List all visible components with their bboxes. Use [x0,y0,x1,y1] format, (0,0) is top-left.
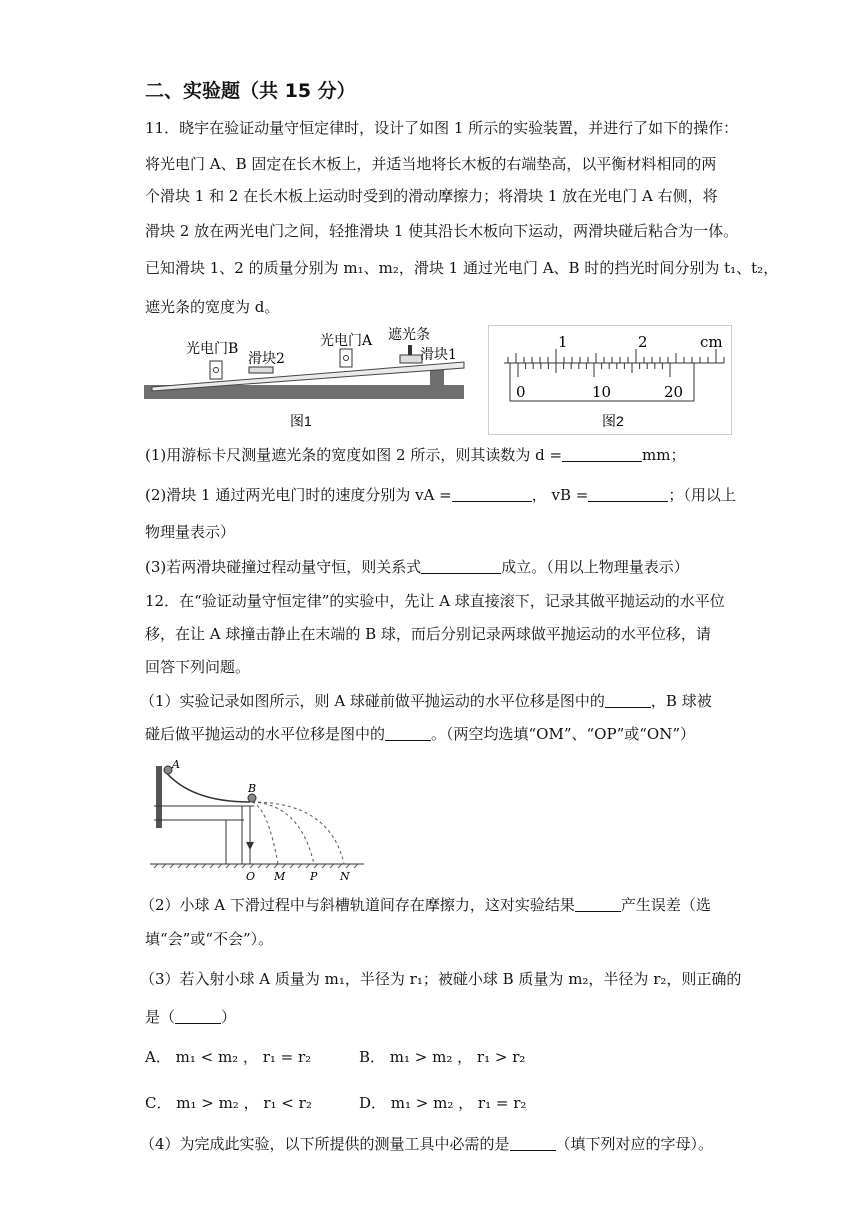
q11-part2-end: ；（用以上 [668,486,736,504]
hatch-line [170,864,174,868]
figure-1-incline [144,325,466,435]
q11-line-4: 滑块 2 放在两光电门之间，轻推滑块 1 使其沿长木板向下运动，两滑块碰后粘合为一体。 [145,222,739,240]
q11-part1-unit: mm； [642,446,686,464]
fig1-slider-2-label: 滑块2 [248,351,285,367]
q11-part3-end: 成立。（用以上物理量表示） [501,558,689,576]
hatch-line [258,864,262,868]
q12-sub3-text-c: ） [221,1008,237,1026]
hatch-line [162,864,166,868]
q12-sub3-text-b: 是（ [145,1008,176,1026]
shade-strip-shape [408,345,412,355]
main-label-1: 1 [558,333,568,351]
fig1-caption: 图1 [290,413,312,429]
q11-part1-blank [562,447,642,462]
vernier-label-0: 0 [516,383,526,401]
figure-projectile [150,758,366,882]
q12-sub1-text-d: 。（两空均选填“OM”、“OP”或“ON”） [431,725,695,743]
hatch-line [186,864,190,868]
q12-sub2-line2: 填“会”或“不会”）。 [145,930,274,948]
hatch-line [194,864,198,868]
q12-line-2: 移，在让 A 球撞击静止在末端的 B 球，而后分别记录两球做平抛运动的水平位移，请 [145,625,711,643]
hatch-line [218,864,222,868]
q11-line-1: 11．晓宇在验证动量守恒定律时，设计了如图 1 所示的实验装置，并进行了如下的操作： [145,119,739,137]
q12-sub4 [140,1134,713,1154]
q12-line-1: 12．在“验证动量守恒定律”的实验中，先让 A 球直接滚下，记录其做平抛运动的水平位 [145,592,725,610]
slider-1-shape [400,355,422,363]
q11-part2-blank-a [452,487,532,502]
plumb-arrow [246,842,254,850]
path-n [252,802,344,864]
hatch-line [202,864,206,868]
main-label-cm: cm [700,333,723,351]
ball-a [164,766,172,774]
q11-part3-blank [421,559,501,574]
q12-sub1-text-c: 碰后做平抛运动的水平位移是图中的 [145,725,386,743]
q11-part2-line2: 物理量表示） [145,523,236,541]
main-label-2: 2 [638,333,648,351]
q12-sub2-text-b: 产生误差（选 [620,896,711,914]
q11-part1 [145,445,686,465]
q11-line-3: 个滑块 1 和 2 在长木板上运动时受到的滑动摩擦力；将滑块 1 放在光电门 A 右侧，将 [145,187,718,205]
fig2-caption: 图2 [602,413,624,429]
q11-part2-mid: ， vB = [531,486,589,504]
label-m: M [274,870,286,882]
hatch-line [154,864,158,868]
hatch-line [298,864,302,868]
gate-b-shape [210,361,222,379]
q12-sub3-line1: （3）若入射小球 A 质量为 m₁，半径为 r₁；被碰小球 B 质量为 m₂，半径为 r₂，则正确的 [140,970,742,988]
fig1-gate-a-label: 光电门A [320,333,373,349]
option-c: C． m₁ > m₂ ， r₁ < r₂ [145,1094,312,1112]
hatch-line [346,864,350,868]
q12-sub4-text-a: （4）为完成此实验，以下所提供的测量工具中必需的是 [140,1135,510,1153]
q11-part2-blank-b [588,487,668,502]
ground-hatch [154,864,358,868]
q12-sub1-line1 [140,691,712,711]
option-b: B． m₁ > m₂ ， r₁ > r₂ [359,1048,526,1066]
q11-line-5: 已知滑块 1、2 的质量分别为 m₁、m₂，滑块 1 通过光电门 A、B 时的挡光时间分别为 t₁、t₂， [145,259,779,277]
option-d: D． m₁ > m₂ ， r₁ = r₂ [359,1094,527,1112]
q11-part3 [145,557,689,577]
hatch-line [314,864,318,868]
q12-sub2-line1 [140,895,711,915]
figure-1-support [430,370,444,385]
hatch-line [266,864,270,868]
fig1-gate-b-label: 光电门B [186,341,239,357]
label-p: P [310,870,318,882]
figure-2-vernier [488,325,732,435]
q12-sub1-text-a: （1）实验记录如图所示，则 A 球碰前做平抛运动的水平位移是图中的 [140,692,605,710]
hatch-line [322,864,326,868]
q12-sub2-text-a: （2）小球 A 下滑过程中与斜槽轨道间存在摩擦力，这对实验结果 [140,896,575,914]
hatch-line [250,864,254,868]
vernier-label-10: 10 [592,383,612,401]
q11-line-2: 将光电门 A、B 固定在长木板上，并适当地将长木板的右端垫高，以平衡材料相同的两 [145,155,717,173]
hatch-line [242,864,246,868]
q11-line-6: 遮光条的宽度为 d。 [145,298,280,316]
fig1-shade-label: 遮光条 [388,327,430,343]
hatch-line [274,864,278,868]
label-n: N [340,870,350,882]
hatch-line [290,864,294,868]
q12-sub1-blank-a [605,693,651,708]
gate-a-shape [340,349,352,367]
section-title: 二、实验题（共 15 分） [145,80,356,102]
q12-sub4-text-b: （填下列对应的字母）。 [555,1135,714,1153]
ramp-track [164,770,250,802]
q12-line-3: 回答下列问题。 [145,658,251,676]
label-b: B [248,782,257,795]
hatch-line [282,864,286,868]
q11-part3-text: (3)若两滑块碰撞过程动量守恒，则关系式 [145,558,422,576]
q12-sub1-text-b: ，B 球被 [650,692,712,710]
q12-sub1-blank-b [385,726,431,741]
q12-sub3-blank [175,1009,221,1024]
hatch-line [354,864,358,868]
q12-sub2-blank [575,897,621,912]
hatch-line [178,864,182,868]
q12-sub4-blank [510,1136,556,1151]
q11-part2 [145,485,736,505]
slider-2-shape [249,367,273,373]
q12-sub3-line2 [145,1007,236,1027]
hatch-line [234,864,238,868]
hatch-line [226,864,230,868]
label-o: O [246,870,256,882]
q12-sub1-line2 [145,724,695,744]
fig1-slider-1-label: 滑块1 [420,347,457,363]
ball-b [248,794,256,802]
q11-part1-text: (1)用游标卡尺测量遮光条的宽度如图 2 所示，则其读数为 d = [145,446,563,464]
vernier-label-20: 20 [664,383,684,401]
ramp-post [156,766,162,828]
hatch-line [210,864,214,868]
option-a: A． m₁ < m₂ ， r₁ = r₂ [145,1048,312,1066]
q11-part2-text: (2)滑块 1 通过两光电门时的速度分别为 vA = [145,486,452,504]
label-a: A [172,758,180,771]
hatch-line [330,864,334,868]
path-m [252,802,278,864]
hatch-line [306,864,310,868]
hatch-line [338,864,342,868]
